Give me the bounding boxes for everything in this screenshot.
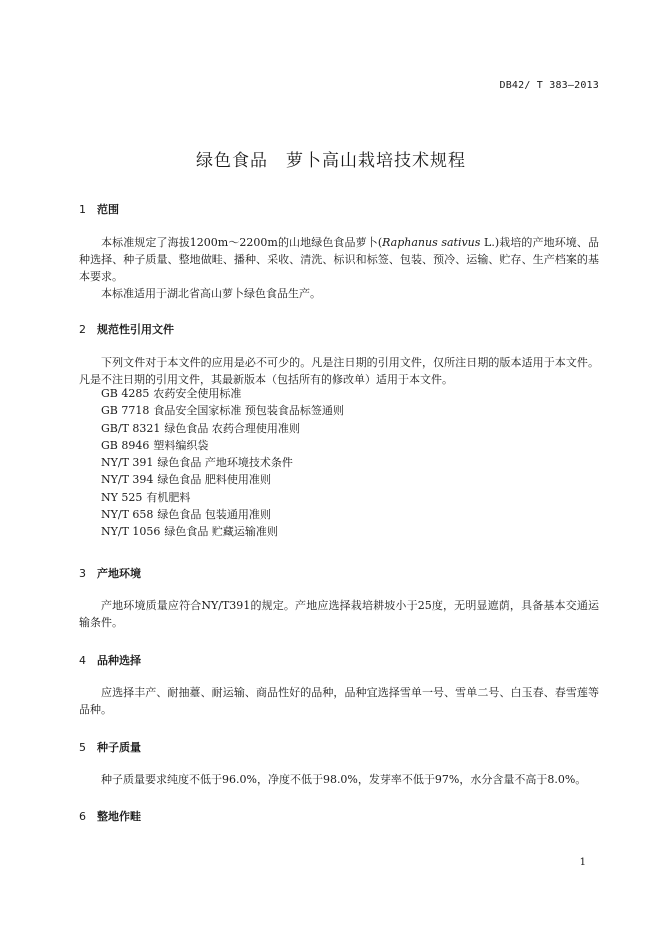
reference-name: 绿色食品 贮藏运输准则 [164,525,278,539]
section-number: 2 [79,323,86,336]
document-code: DB42/ T 383—2013 [499,80,599,91]
section-2-heading [79,321,174,337]
section-title: 整地作畦 [97,810,141,823]
reference-item [101,402,344,419]
section-number: 5 [79,741,86,754]
section-1-paragraph-2: 本标准适用于湖北省高山萝卜绿色食品生产。 [101,287,321,300]
reference-item [101,471,344,488]
reference-item [101,489,344,506]
section-1-paragraph-1 [79,234,599,285]
reference-item [101,523,344,540]
reference-code: GB 8946 [101,438,150,452]
section-4-heading [79,652,141,668]
section-number: 6 [79,810,86,823]
section-number: 1 [79,203,86,216]
reference-name: 绿色食品 肥料使用准则 [157,473,271,487]
reference-code: NY/T 1056 [101,525,161,539]
reference-code: NY/T 391 [101,456,154,470]
section-3-heading [79,565,141,581]
reference-item [101,420,344,437]
title-part-1: 绿色食品 [196,151,268,171]
section-title: 规范性引用文件 [97,323,174,336]
reference-name: 有机肥料 [146,490,191,504]
reference-code: GB 7718 [101,404,150,418]
reference-name: 农药安全使用标准 [153,387,242,400]
section-title: 范围 [97,203,119,216]
latin-name: Raphanus sativus [382,236,481,249]
section-title: 品种选择 [97,654,141,667]
normative-references-list [101,385,344,541]
reference-code: NY/T 658 [101,508,154,522]
section-3-paragraph-1: 产地环境质量应符合NY/T391的规定。产地应选择栽培耕坡小于25度，无明显遮荫，具备基本交通运输条件。 [79,599,599,629]
section-title: 产地环境 [97,567,141,580]
reference-item [101,437,344,454]
page-number: 1 [579,857,586,868]
reference-item [101,454,344,471]
section-5-heading [79,739,141,755]
reference-name: 塑料编织袋 [153,438,209,452]
reference-name: 绿色食品 包装通用准则 [157,508,271,522]
section-1-heading [79,201,119,217]
section-6-heading [79,808,141,824]
paragraph-text: 本标准规定了海拔1200m～2200m的山地绿色食品萝卜( [101,236,383,249]
reference-code: GB 4285 [101,387,150,400]
reference-name: 绿色食品 产地环境技术条件 [157,456,293,470]
section-title: 种子质量 [97,741,141,754]
reference-item [101,385,344,402]
paragraph-text: L.)栽培的产地环境、品种选择、种子质量、整地做畦、播种、采收、清洗、标识和标签、包装、预冷、运输、贮存、生产档案的基本要求。 [79,236,600,283]
reference-item [101,506,344,523]
reference-code: NY/T 394 [101,473,154,487]
section-number: 4 [79,654,86,667]
reference-code: NY 525 [101,490,143,504]
section-4-paragraph-1: 应选择丰产、耐抽薹、耐运输、商品性好的品种，品种宜选择雪单一号、雪单二号、白玉春、春雪莲等品种。 [79,686,599,716]
reference-name: 食品安全国家标准 预包装食品标签通则 [153,404,344,418]
reference-code: GB/T 8321 [101,421,161,435]
section-2-paragraph-1: 下列文件对于本文件的应用是必不可少的。凡是注日期的引用文件，仅所注日期的版本适用于本文件。凡是不注日期的引用文件，其最新版本（包括所有的修改单）适用于本文件。 [79,356,599,386]
section-5-paragraph-1: 种子质量要求纯度不低于96.0%，净度不低于98.0%，发芽率不低于97%，水分含量不高于8.0%。 [101,773,587,786]
reference-name: 绿色食品 农药合理使用准则 [164,421,300,435]
section-number: 3 [79,567,86,580]
title-part-2: 萝卜高山栽培技术规程 [286,151,466,171]
document-title [0,146,662,171]
